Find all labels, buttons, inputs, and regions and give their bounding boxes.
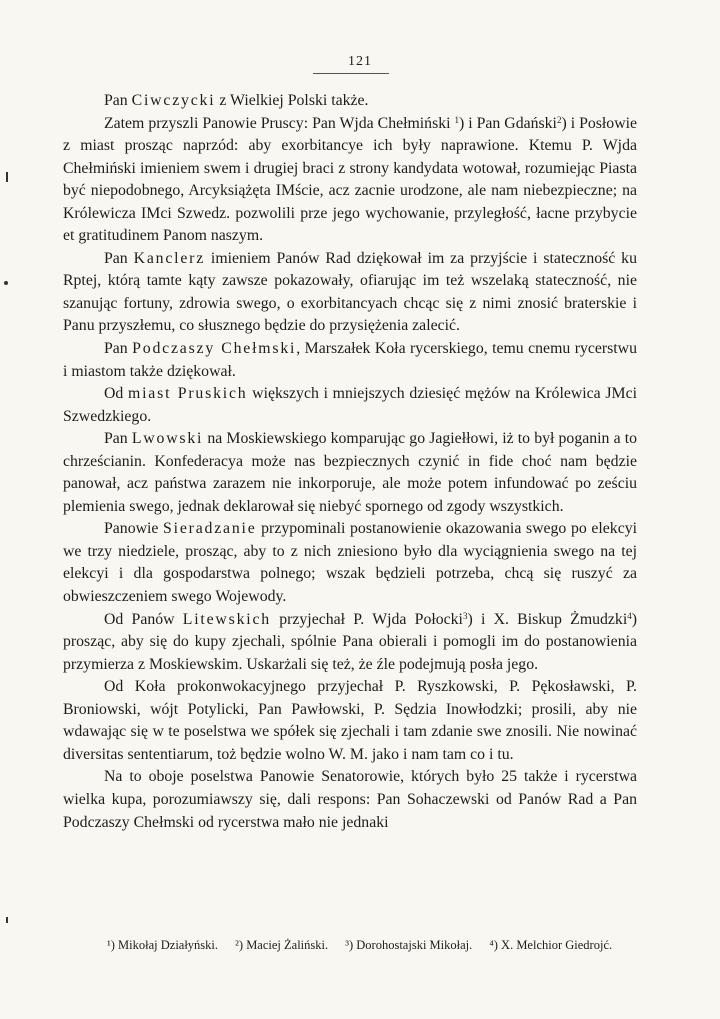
spaced-name: miast Pruskich — [128, 385, 248, 403]
footnote-ref: 3 — [462, 610, 468, 621]
spaced-name: Litewskich — [182, 610, 271, 628]
page-number-rule — [313, 73, 389, 74]
text-run: , Marszałek Koła rycerskiego, temu cnemu rycerstwu i miastom także dziękował. — [63, 340, 637, 380]
paragraph — [63, 248, 637, 338]
page-body — [63, 90, 637, 834]
paragraph — [63, 428, 637, 518]
margin-speck — [6, 917, 8, 923]
paragraph — [63, 113, 637, 248]
text-run: przyjechał P. Wjda Połocki — [271, 610, 463, 628]
margin-speck — [4, 281, 8, 285]
text-run: na Moskiewskiego komparując go Jagiełłowi, iż to był poganin a to chrześcianin. Konfederacya może nas bezpiecznych czynić in fide choć nam będzie panował, acz państwa zarazem nie inkorporuje, ale może potem infundować po ześciu plemienia swego, jednak deklarował się niebyć spornego od zgody wszystkich. — [63, 430, 637, 515]
text-run: Pan — [104, 340, 133, 358]
footnote-4: ⁴) X. Melchior Giedrojć. — [489, 938, 613, 952]
text-run: Pan — [104, 430, 132, 448]
footnote-1: ¹) Mikołaj Działyński. — [107, 938, 219, 952]
text-run: Na to oboje poselstwa Panowie Senatorowie, których było 25 także i rycerstwa wielka kupa, porozumiawszy się, dali respons: Pan Sohaczewski od Panów Rad a Pan Podczaszy Chełmski od rycerstwa mało nie jednaki — [63, 768, 637, 831]
paragraph — [63, 609, 637, 677]
footnote-ref: 2 — [556, 114, 562, 125]
text-run: imieniem Panów Rad dziękował im za przyjście i stateczność ku Rptej, którą tamte kąty zawsze pokazowały, ofiarując im też wszelaką stateczność, nie szanując fortuny, zdrowia swego, o exorbitancyach chcąc się z nimi znosić braterskie i Panu przyszłemu, co słusznego będzie do przysiężenia zalecić. — [63, 249, 637, 335]
page-number: 121 — [348, 54, 372, 69]
spaced-name: Lwowski — [131, 430, 204, 448]
spaced-name: Ciwczycki — [131, 92, 216, 109]
text-run: Pan — [104, 92, 132, 109]
footnote-2: ²) Maciej Żaliński. — [235, 938, 329, 952]
text-run: Pan — [104, 249, 134, 267]
text-run: ) prosząc, aby się do kupy zjechali, spólnie Pana obierali i pomogli im do postanowienia przymierza z Moskiewskim. Uskarżali się też, że źle podejmują posła jego. — [63, 610, 637, 673]
text-run: Od Koła prokonwokacyjnego przyjechał P. Ryszkowski, P. Pękosławski, P. Broniowski, wójt Potylicki, Pan Pawłowski, P. Sędzia Inowłodzki; prosili, aby nie wdawając się w te poselstwa we spółek się zjechali i tam zdanie swe znosili. Nie nowinać diversitas sententiarum, toż będzie wolno W. M. jako i nam tam co i tu. — [63, 678, 637, 763]
text-run: Od — [104, 385, 129, 403]
paragraph — [63, 766, 637, 834]
footnote-ref: 4 — [627, 610, 632, 621]
text-run: ) i Pan Gdański — [459, 114, 557, 132]
text-run: ) i Posłowie z miast prosząc naprzód: aby exorbitancye ich były naprawione. Ktemu P. Wjda Chełmiński imieniem swem i drugiej braci z strony kandydata wotował, rozumiejąc Piasta być niepodobnego, Arcyksiążęta IMście, acz zacnie urodzone, ale nam niebezpieczne; na Królewicza IMci Szwedz. pozwolili prze jego wychowanie, przyległość, łacne przybycie et gratitudinem Panom naszym. — [63, 114, 637, 245]
paragraph — [63, 383, 637, 428]
footnote-ref: 1 — [454, 114, 459, 125]
text-run: ) i X. Biskup Żmudzki — [467, 610, 628, 628]
text-run: przypominali postanowienie okazowania swego po elekcyi we trzy niedziele, prosząc, aby to z nich zniesiono było dla wyciągnienia swego na tej elekcyi i dla gospodarstwa polnego; wszak będzieli potrzeba, chcą się ruszyć za obwieszczeniem swego Wojewody. — [63, 520, 637, 606]
paragraph — [63, 338, 637, 383]
text-run: Zatem przyszli Panowie Pruscy: Pan Wjda Chełmiński — [104, 114, 455, 132]
text-run: z Wielkiej Polski także. — [215, 92, 369, 109]
spaced-name: Sieradzanie — [163, 520, 257, 538]
paragraph — [63, 90, 637, 113]
footnotes — [63, 935, 637, 956]
paragraph — [63, 518, 637, 608]
text-run: większych i mniejszych dziesięć mężów na Królewica JMci Szwedzkiego. — [63, 385, 637, 425]
margin-speck — [6, 172, 8, 182]
text-run: Od Panów — [104, 610, 183, 628]
spaced-name: Kanclerz — [133, 249, 206, 267]
spaced-name: Podczaszy Chełmski — [132, 340, 297, 358]
footnote-3: ³) Dorohostajski Mikołaj. — [345, 938, 473, 952]
paragraph — [63, 676, 637, 766]
text-run: Panowie — [104, 520, 164, 538]
